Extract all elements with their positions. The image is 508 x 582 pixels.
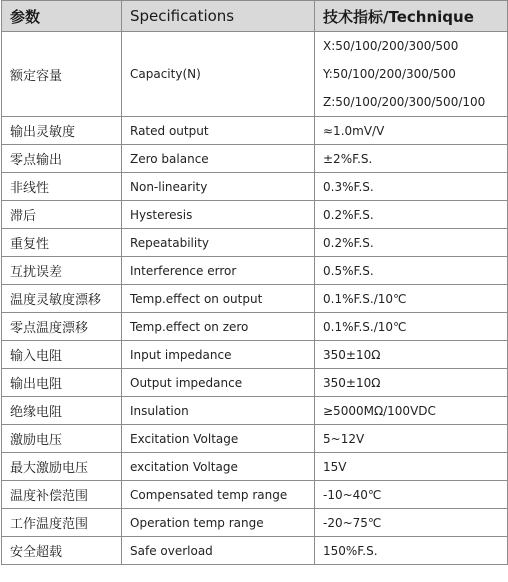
param-en: Safe overload <box>122 537 315 565</box>
param-value: 150%F.S. <box>315 537 508 565</box>
param-value: 0.1%F.S./10℃ <box>315 313 508 341</box>
capacity-x: X:50/100/200/300/500 <box>323 39 459 53</box>
table-row <box>2 341 508 369</box>
param-value: ≈1.0mV/V <box>315 117 508 145</box>
param-value: 350±10Ω <box>315 369 508 397</box>
param-zh: 输出灵敏度 <box>2 117 122 145</box>
param-value: 0.2%F.S. <box>315 229 508 257</box>
table-row <box>2 229 508 257</box>
param-zh: 零点温度漂移 <box>2 313 122 341</box>
table-row <box>2 509 508 537</box>
param-zh: 滞后 <box>2 201 122 229</box>
param-en: Rated output <box>122 117 315 145</box>
param-zh: 温度补偿范围 <box>2 481 122 509</box>
spec-table <box>1 0 508 565</box>
param-zh: 额定容量 <box>2 32 122 117</box>
param-value: ≥5000MΩ/100VDC <box>315 397 508 425</box>
param-en: Excitation Voltage <box>122 425 315 453</box>
param-zh: 绝缘电阻 <box>2 397 122 425</box>
param-value: 0.2%F.S. <box>315 201 508 229</box>
param-zh: 输入电阻 <box>2 341 122 369</box>
table-row <box>2 117 508 145</box>
param-value: 0.3%F.S. <box>315 173 508 201</box>
table-row <box>2 397 508 425</box>
table-row <box>2 453 508 481</box>
header-technique: 技术指标/Technique <box>315 1 508 32</box>
param-value: -10~40℃ <box>315 481 508 509</box>
param-en: Insulation <box>122 397 315 425</box>
param-value: 0.5%F.S. <box>315 257 508 285</box>
param-en: excitation Voltage <box>122 453 315 481</box>
table-header-row <box>2 1 508 32</box>
table-row <box>2 201 508 229</box>
table-row <box>2 313 508 341</box>
param-value: 350±10Ω <box>315 341 508 369</box>
table-row <box>2 257 508 285</box>
header-param: 参数 <box>2 1 122 32</box>
capacity-y: Y:50/100/200/300/500 <box>323 67 456 81</box>
param-value: -20~75℃ <box>315 509 508 537</box>
param-zh: 互扰误差 <box>2 257 122 285</box>
capacity-z: Z:50/100/200/300/500/100 <box>323 95 486 109</box>
param-zh: 重复性 <box>2 229 122 257</box>
param-en: Temp.effect on zero <box>122 313 315 341</box>
table-row <box>2 425 508 453</box>
table-row <box>2 145 508 173</box>
param-en: Operation temp range <box>122 509 315 537</box>
table-row <box>2 537 508 565</box>
table-row <box>2 369 508 397</box>
param-value <box>315 32 508 117</box>
param-en: Input impedance <box>122 341 315 369</box>
param-zh: 非线性 <box>2 173 122 201</box>
table-row <box>2 32 508 117</box>
param-zh: 安全超载 <box>2 537 122 565</box>
param-zh: 激励电压 <box>2 425 122 453</box>
param-en: Non-linearity <box>122 173 315 201</box>
param-en: Capacity(N) <box>122 32 315 117</box>
param-zh: 最大激励电压 <box>2 453 122 481</box>
table-row <box>2 285 508 313</box>
param-en: Temp.effect on output <box>122 285 315 313</box>
param-en: Output impedance <box>122 369 315 397</box>
param-en: Repeatability <box>122 229 315 257</box>
param-zh: 输出电阻 <box>2 369 122 397</box>
param-zh: 工作温度范围 <box>2 509 122 537</box>
param-zh: 零点输出 <box>2 145 122 173</box>
param-value: 0.1%F.S./10℃ <box>315 285 508 313</box>
table-row <box>2 173 508 201</box>
param-en: Hysteresis <box>122 201 315 229</box>
param-value: ±2%F.S. <box>315 145 508 173</box>
param-en: Zero balance <box>122 145 315 173</box>
param-en: Interference error <box>122 257 315 285</box>
param-value: 15V <box>315 453 508 481</box>
table-row <box>2 481 508 509</box>
param-value: 5~12V <box>315 425 508 453</box>
param-en: Compensated temp range <box>122 481 315 509</box>
header-specifications: Specifications <box>122 1 315 32</box>
param-zh: 温度灵敏度漂移 <box>2 285 122 313</box>
